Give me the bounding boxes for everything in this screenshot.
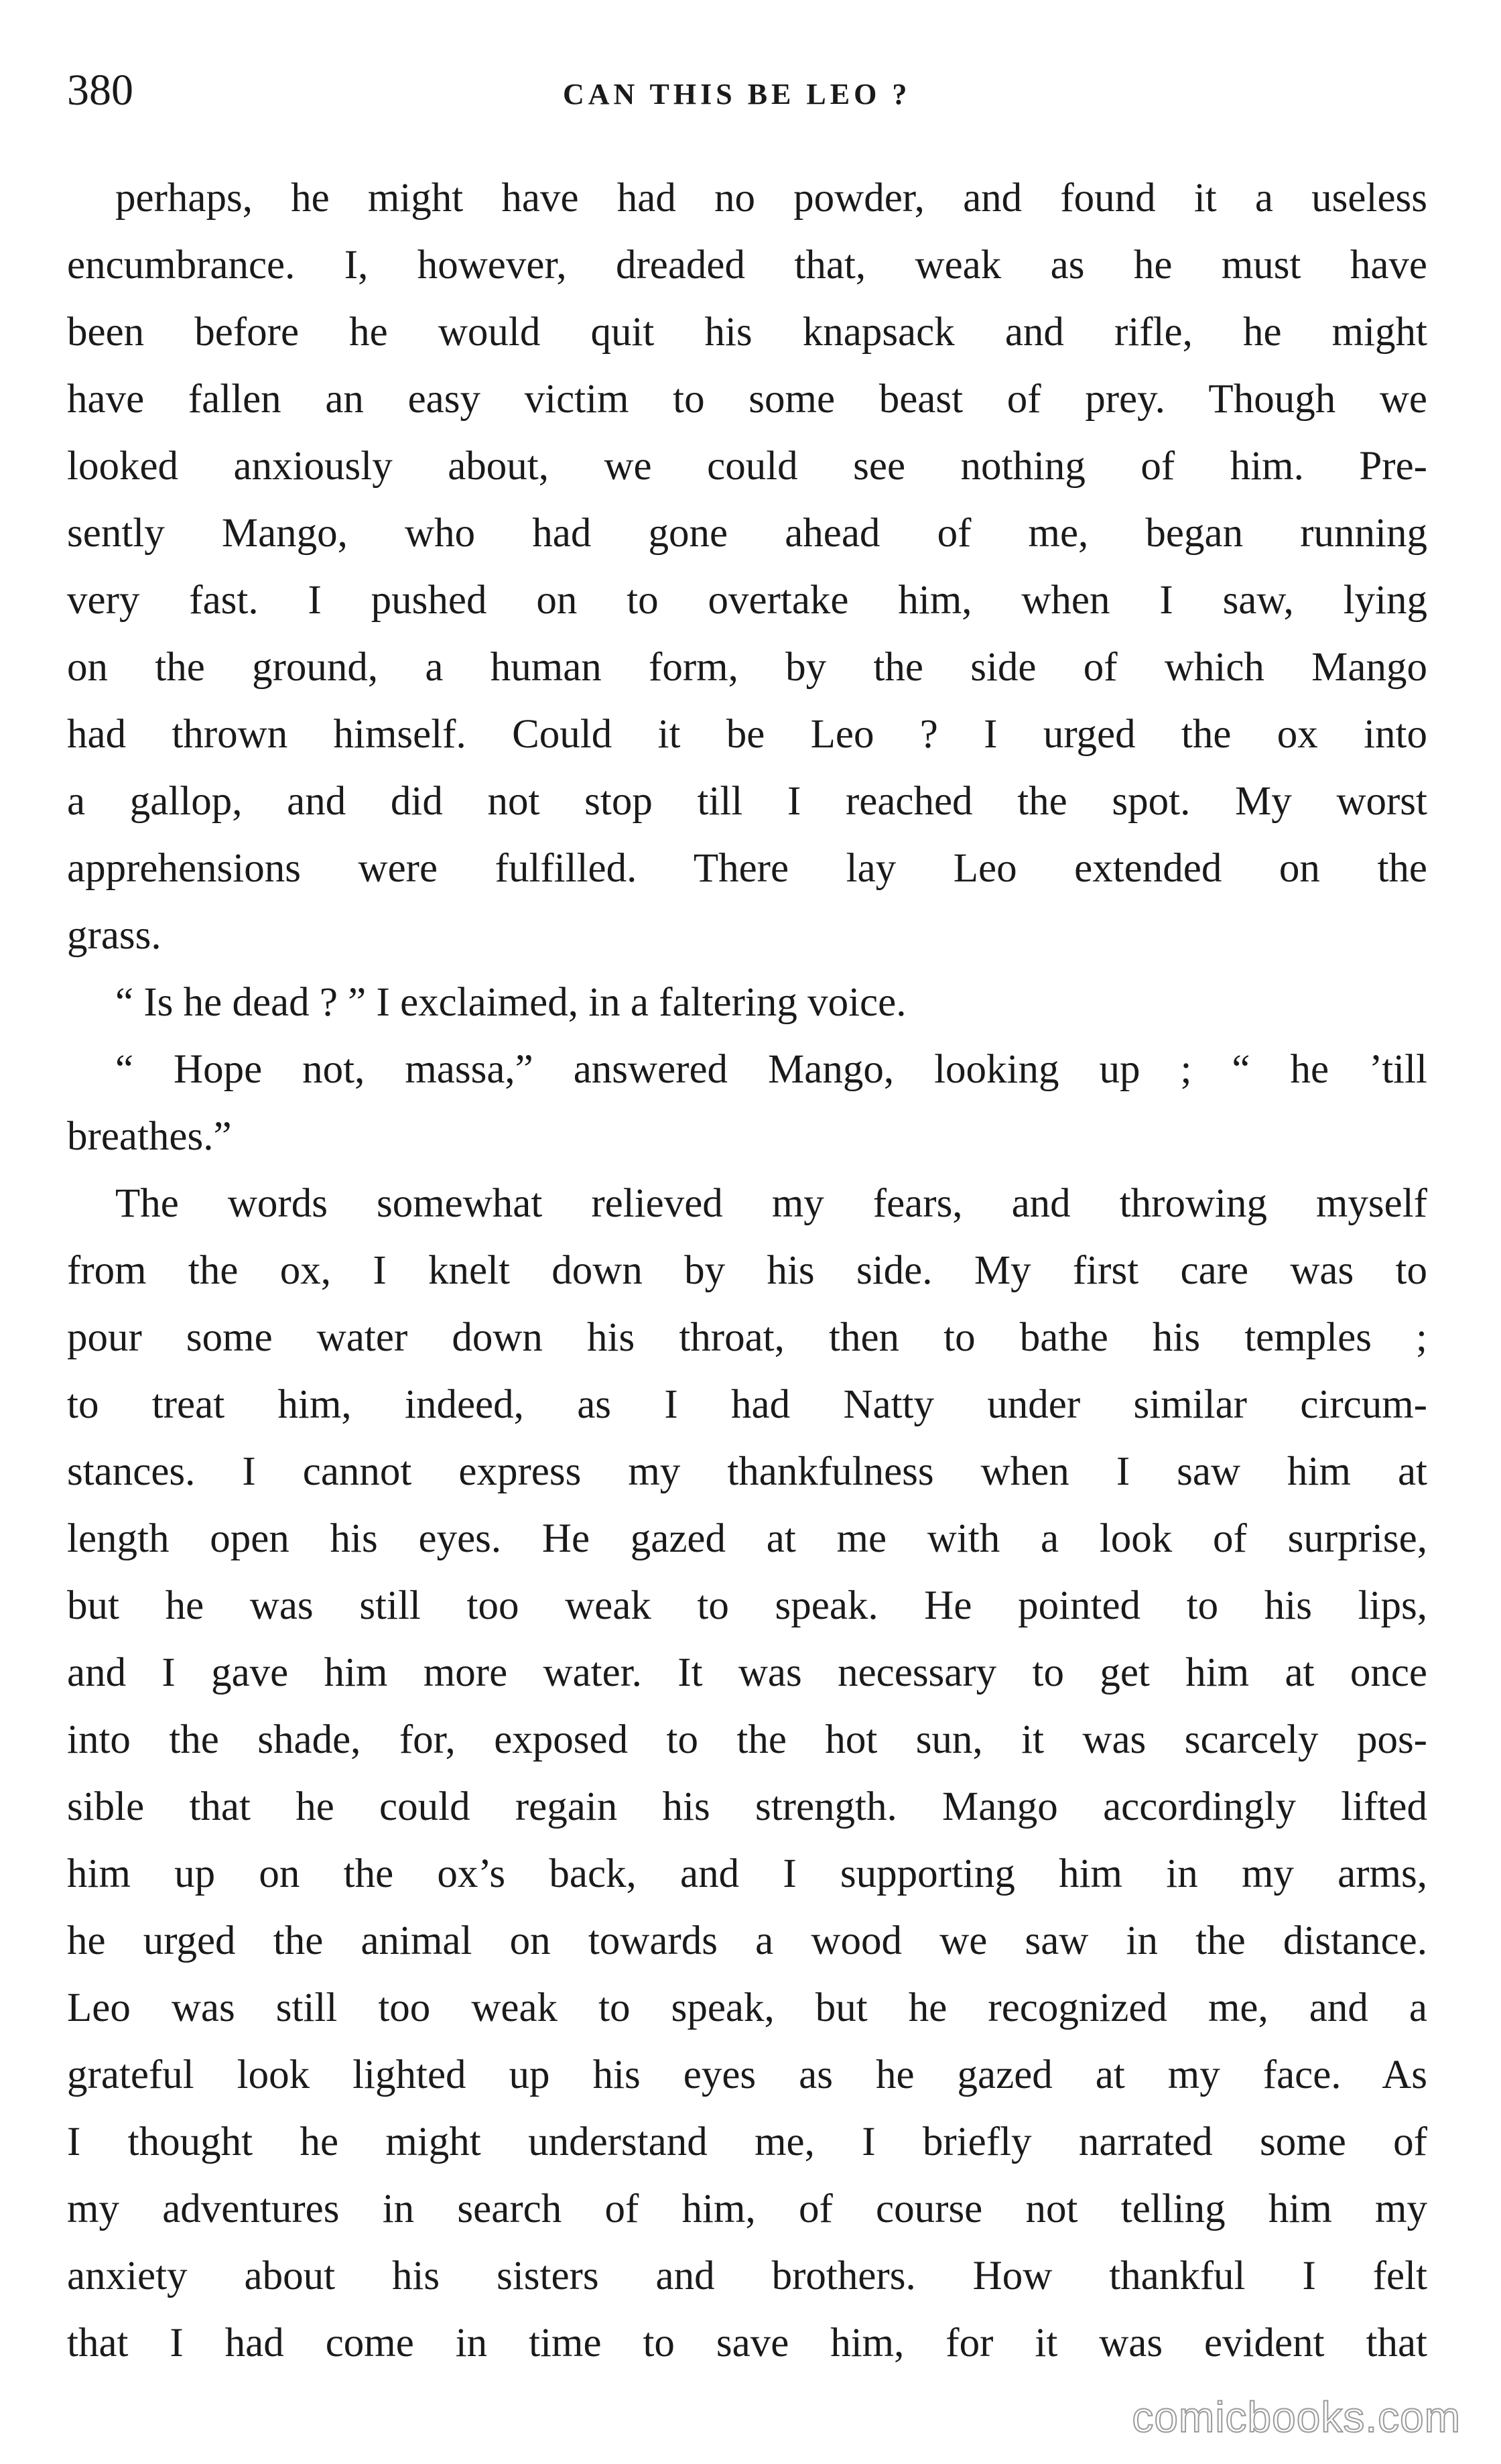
text-line: my adventures in search of him, of course not telling him my <box>67 2186 1427 2231</box>
text-line: Leo was still too weak to speak, but he recognized me, and a <box>67 1985 1427 2030</box>
text-line: to treat him, indeed, as I had Natty under similar circum- <box>67 1382 1427 1427</box>
running-head <box>67 64 1427 117</box>
text-line: from the ox, I knelt down by his side. My first care was to <box>67 1248 1427 1293</box>
text-line: grass. <box>67 913 161 958</box>
text-line: apprehensions were fulfilled. There lay Leo extended on the <box>67 846 1427 891</box>
text-line: into the shade, for, exposed to the hot sun, it was scarcely pos- <box>67 1717 1427 1762</box>
text-line: and I gave him more water. It was necessary to get him at once <box>67 1650 1427 1695</box>
text-line: but he was still too weak to speak. He pointed to his lips, <box>67 1583 1427 1628</box>
text-line: that I had come in time to save him, for it was evident that <box>67 2321 1427 2365</box>
text-line: breathes.” <box>67 1114 232 1159</box>
text-line: grateful look lighted up his eyes as he gazed at my face. As <box>67 2052 1427 2097</box>
text-line: have fallen an easy victim to some beast of prey. Though we <box>67 377 1427 422</box>
text-line: very fast. I pushed on to overtake him, when I saw, lying <box>67 578 1427 623</box>
text-line: perhaps, he might have had no powder, and found it a useless <box>115 176 1427 221</box>
text-line: anxiety about his sisters and brothers. How thankful I felt <box>67 2254 1427 2298</box>
text-line: The words somewhat relieved my fears, and throwing myself <box>115 1181 1427 1226</box>
text-line: him up on the ox’s back, and I supporting him in my arms, <box>67 1851 1427 1896</box>
text-line: a gallop, and did not stop till I reached the spot. My worst <box>67 779 1427 824</box>
text-line: sently Mango, who had gone ahead of me, began running <box>67 511 1427 556</box>
watermark: comicbooks.com <box>1132 2393 1461 2441</box>
text-line: had thrown himself. Could it be Leo ? I urged the ox into <box>67 712 1427 757</box>
body-text <box>67 165 1427 2377</box>
text-line: sible that he could regain his strength. Mango accordingly lifted <box>67 1784 1427 1829</box>
text-line: pour some water down his throat, then to bathe his temples ; <box>67 1315 1427 1360</box>
text-line: been before he would quit his knapsack and rifle, he might <box>67 310 1427 355</box>
text-line: length open his eyes. He gazed at me with a look of surprise, <box>67 1516 1427 1561</box>
running-title: CAN THIS BE LEO ? <box>563 78 911 111</box>
text-line: on the ground, a human form, by the side of which Mango <box>67 645 1427 690</box>
text-line: “ Is he dead ? ” I exclaimed, in a faltering voice. <box>115 980 907 1025</box>
text-line: “ Hope not, massa,” answered Mango, looking up ; “ he ’till <box>115 1047 1427 1092</box>
text-line: I thought he might understand me, I briefly narrated some of <box>67 2119 1427 2164</box>
page-number: 380 <box>67 66 133 115</box>
text-line: stances. I cannot express my thankfulness when I saw him at <box>67 1449 1427 1494</box>
text-line: encumbrance. I, however, dreaded that, weak as he must have <box>67 243 1427 288</box>
text-line: looked anxiously about, we could see nothing of him. Pre- <box>67 444 1427 489</box>
text-line: he urged the animal on towards a wood we saw in the distance. <box>67 1918 1427 1963</box>
